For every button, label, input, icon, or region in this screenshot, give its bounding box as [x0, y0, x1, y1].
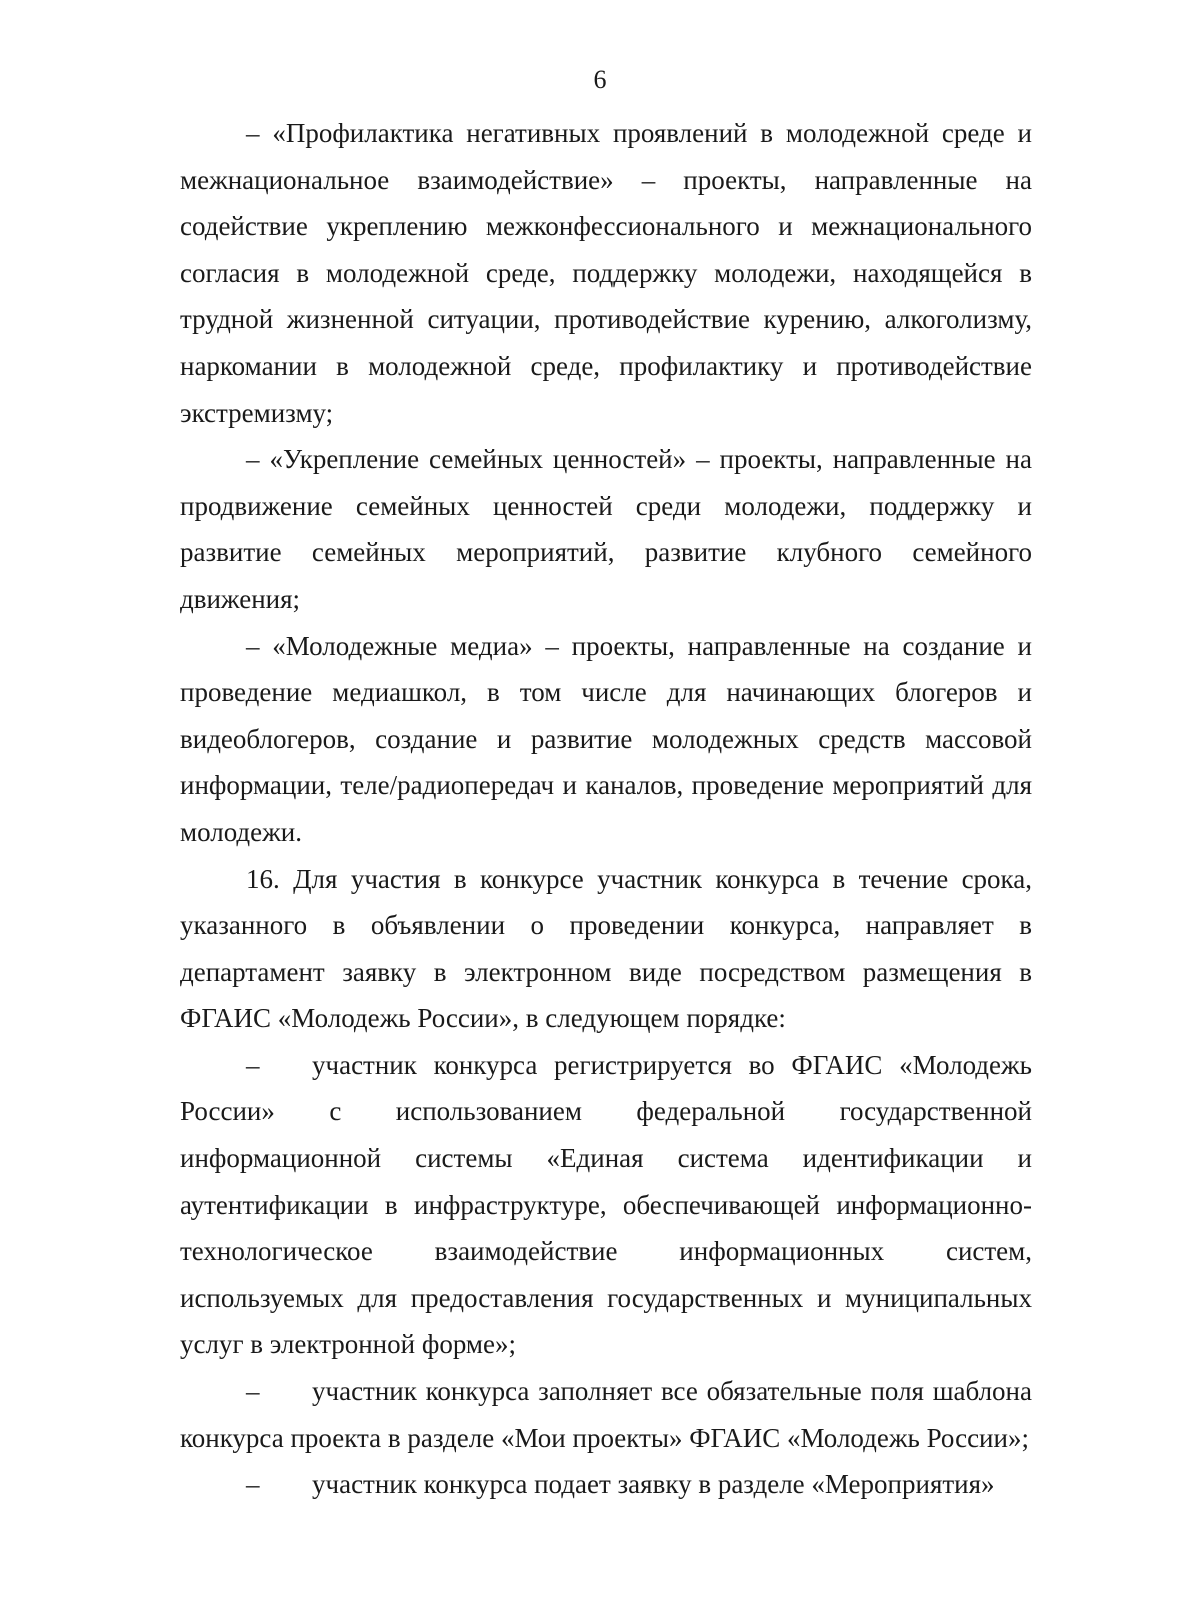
step-text: участник конкурса регистрируется во ФГАИС «Молодежь России» с использованием федеральной государственной информационной системы «Единая система идентификации и аутентификации в инфраструктуре, обеспечивающей информационно-технологическое взаимодействие информационных систем, используемых для предоставления государственных и муниципальных услуг в электронной форме»;: [180, 1049, 1032, 1360]
step-text: участник конкурса подает заявку в разделе «Мероприятия»: [312, 1469, 995, 1500]
paragraph-prevention: – «Профилактика негативных проявлений в молодежной среде и межнациональное взаимодействие» – проекты, направленные на содействие укреплению межконфессионального и межнационального согласия в молодежной среде, поддержку молодежи, находящейся в трудной жизненной ситуации, противодействие курению, алкоголизму, наркомании в молодежной среде, профилактику и противодействие экстремизму;: [180, 118, 1032, 428]
paragraph-youth-media: – «Молодежные медиа» – проекты, направленные на создание и проведение медиашкол, в том числе для начинающих блогеров и видеоблогеров, создание и развитие молодежных средств массовой информации, теле/радиопередач и каналов, проведение мероприятий для молодежи.: [180, 630, 1032, 847]
step-submit: [180, 1461, 1032, 1508]
step-text: участник конкурса заполняет все обязательные поля шаблона конкурса проекта в разделе «Мои проекты» ФГАИС «Молодежь России»;: [180, 1376, 1032, 1453]
document-body: [180, 110, 1032, 1508]
list-dash: –: [246, 1469, 260, 1500]
paragraph-family-values: – «Укрепление семейных ценностей» – проекты, направленные на продвижение семейных ценностей среди молодежи, поддержку и развитие семейных мероприятий, развитие клубного семейного движения;: [180, 444, 1032, 614]
page-number: 6: [593, 65, 607, 94]
list-dash: –: [246, 1049, 260, 1080]
list-dash: –: [246, 1376, 260, 1407]
step-register: [180, 1042, 1032, 1368]
step-fill-fields: [180, 1368, 1032, 1461]
paragraph-16: 16. Для участия в конкурсе участник конкурса в течение срока, указанного в объявлении о проведении конкурса, направляет в департамент заявку в электронном виде посредством размещения в ФГАИС «Молодежь России», в следующем порядке:: [180, 863, 1032, 1034]
